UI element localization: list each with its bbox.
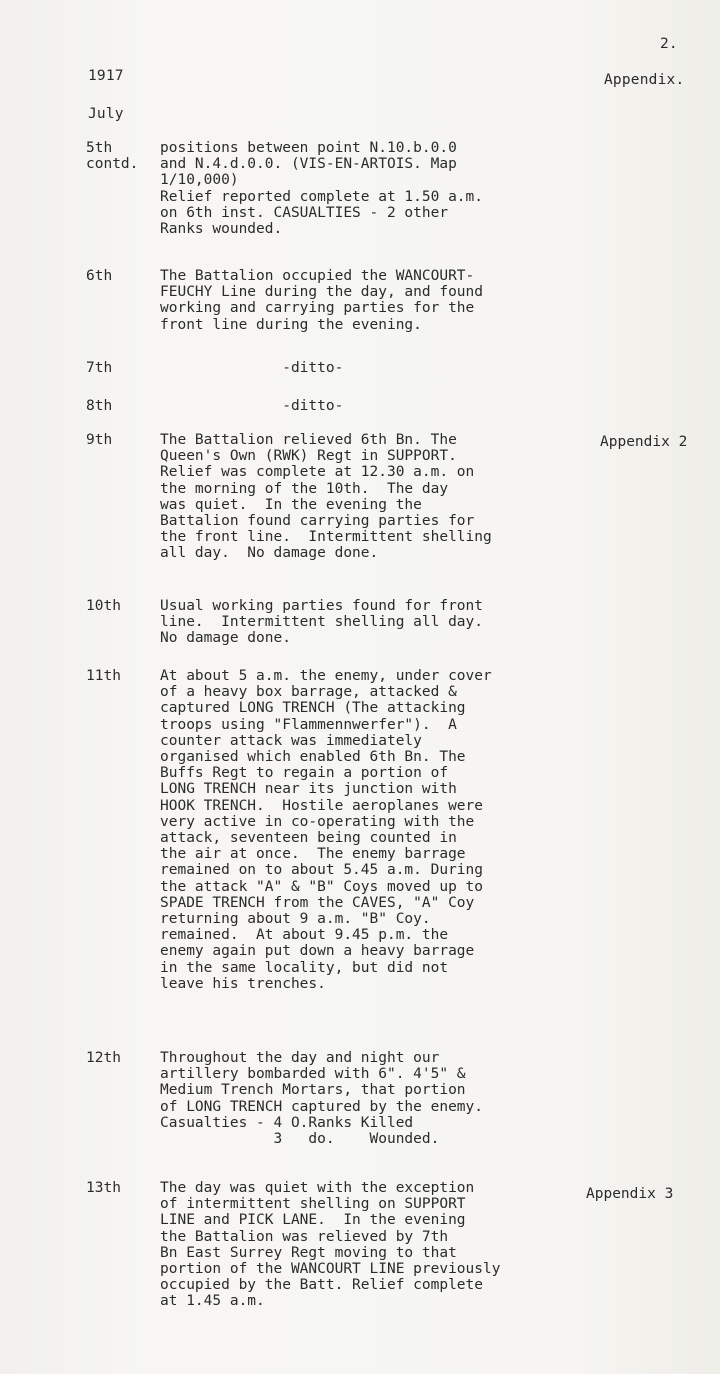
entry-date: 9th [86, 432, 113, 448]
entry-date: 8th [86, 398, 113, 414]
year-heading: 1917 [88, 68, 124, 84]
page-number: 2. [660, 36, 678, 52]
entry-date: 7th [86, 360, 113, 376]
month-heading: July [88, 106, 124, 122]
entry-text: Throughout the day and night our artillery bombarded with 6". 4'5" & Medium Trench Mortars, that portion of LONG TRENCH captured by the enemy. Casualties - 4 O.Ranks Killed 3 do. Wounded. [160, 1050, 484, 1148]
entry-text: -ditto- [160, 398, 344, 414]
entry-date: 11th [86, 668, 121, 684]
entry-text: At about 5 a.m. the enemy, under cover of a heavy box barrage, attacked & captured LONG TRENCH (The attacking troops using "Flammennwerfer"). A counter attack was immediately organised which enabled 6th Bn. The Buffs Regt to regain a portion of LONG TRENCH near its junction with HOOK TRENCH. Hostile aeroplanes were very active in co-operating with the attack, seventeen being counted in the air at once. The enemy barrage remained on to about 5.45 a.m. During the attack "A" & "B" Coys moved up to SPADE TRENCH from the CAVES, "A" Coy returning about 9 a.m. "B" Coy. remained. At about 9.45 p.m. the enemy again put down a heavy barrage in the same locality, but did not leave his trenches. [160, 668, 492, 992]
entry-text: positions between point N.10.b.0.0 and N.4.d.0.0. (VIS-EN-ARTOIS. Map 1/10,000) Relief reported complete at 1.50 a.m. on 6th inst. CASUALTIES - 2 other Ranks wounded. [160, 140, 484, 238]
entry-appendix: Appendix 2 [600, 434, 688, 450]
entry-date: 6th [86, 268, 113, 284]
entry-text: The day was quiet with the exception of intermittent shelling on SUPPORT LINE and PICK LANE. In the evening the Battalion was relieved by 7th Bn East Surrey Regt moving to that portion of the WANCOURT LINE previously occupied by the Batt. Relief complete at 1.45 a.m. [160, 1180, 501, 1310]
entry-date: 5th contd. [86, 140, 139, 172]
entry-text: The Battalion relieved 6th Bn. The Queen's Own (RWK) Regt in SUPPORT. Relief was complete at 12.30 a.m. on the morning of the 10th. The day was quiet. In the evening the Battalion found carrying parties for the front line. Intermittent shelling all day. No damage done. [160, 432, 492, 562]
entry-appendix: Appendix 3 [586, 1186, 674, 1202]
entry-text: Usual working parties found for front line. Intermittent shelling all day. No damage done. [160, 598, 484, 647]
entry-text: -ditto- [160, 360, 344, 376]
entry-date: 12th [86, 1050, 121, 1066]
entry-date: 10th [86, 598, 121, 614]
entry-date: 13th [86, 1180, 121, 1196]
entry-text: The Battalion occupied the WANCOURT- FEUCHY Line during the day, and found working and carrying parties for the front line during the evening. [160, 268, 484, 333]
header-appendix: Appendix. [604, 72, 685, 88]
